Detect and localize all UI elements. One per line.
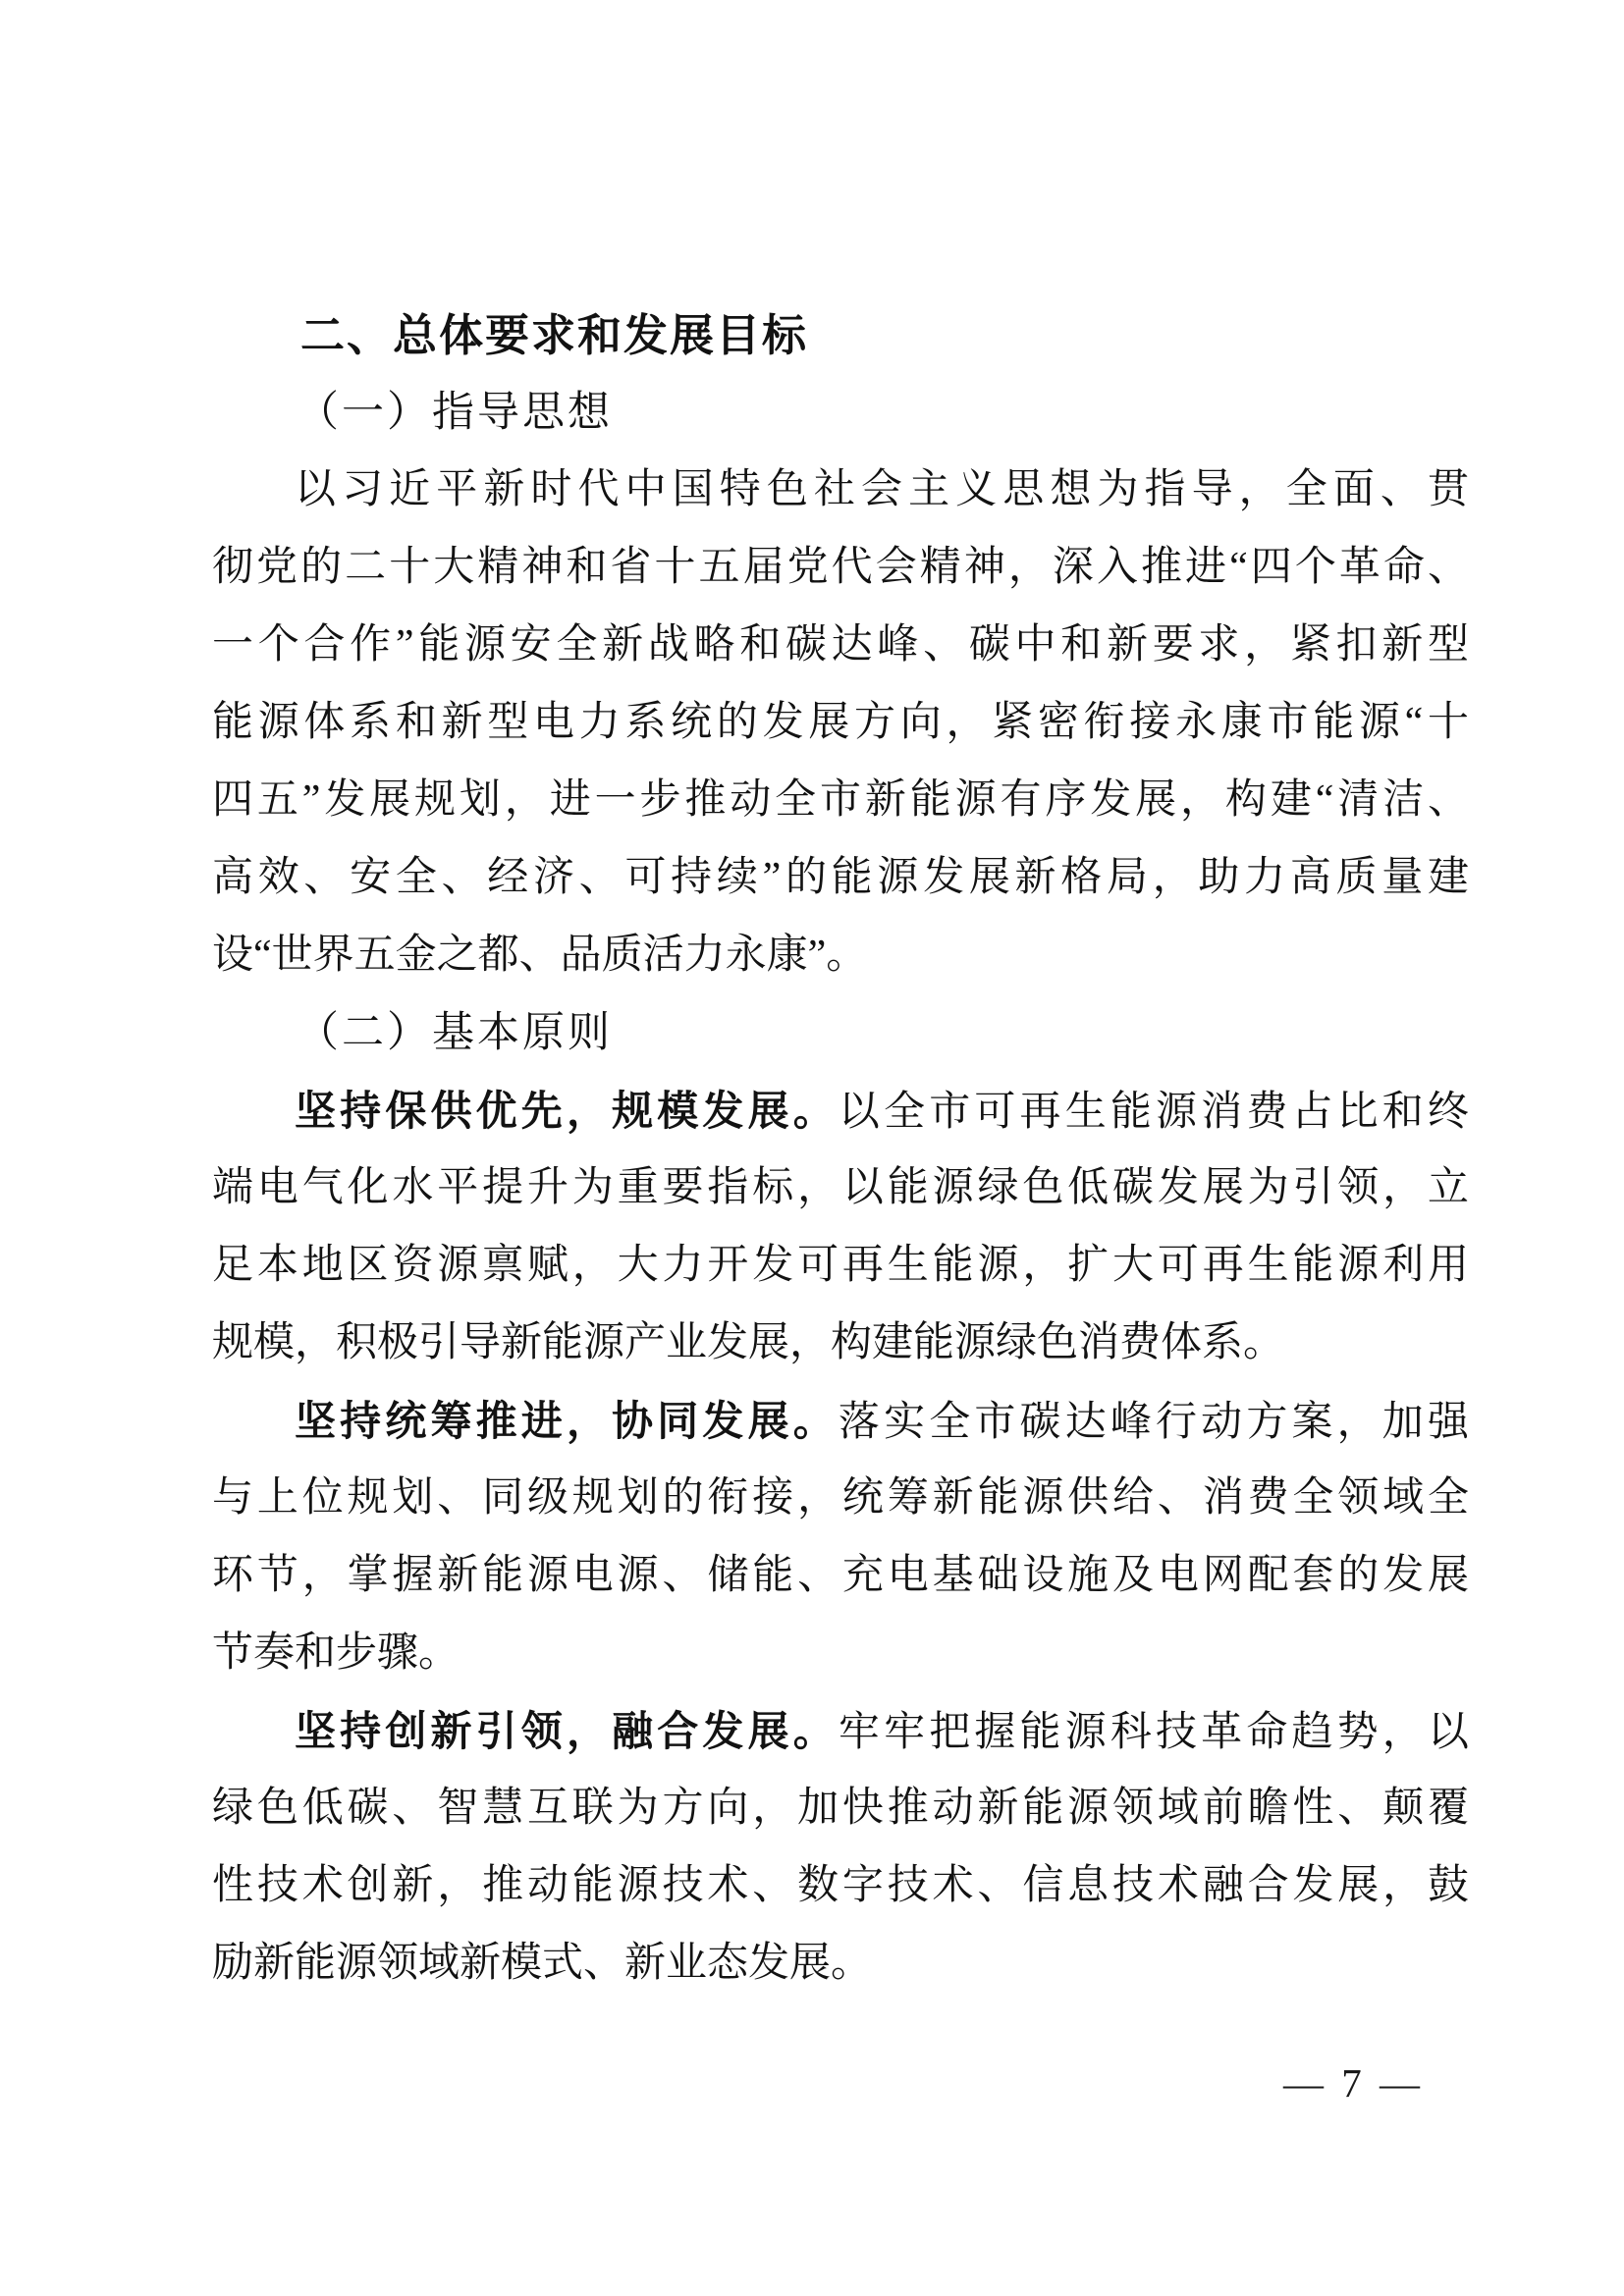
paragraph-line: 设“世界五金之都、品质活力永康”。: [212, 933, 868, 978]
paragraph-line: 一个合作”能源安全新战略和碳达峰、碳中和新要求，紧扣新型: [212, 622, 1469, 667]
subsection-heading-guiding-ideology: （一）指导思想: [297, 390, 613, 436]
paragraph-line: 彻党的二十大精神和省十五届党代会精神，深入推进“四个革命、: [212, 545, 1469, 590]
paragraph-line: 端电气化水平提升为重要指标，以能源绿色低碳发展为引领，立: [212, 1165, 1469, 1210]
page-number: — 7 —: [1283, 2060, 1424, 2106]
paragraph-line: 环节，掌握新能源电源、储能、充电基础设施及电网配套的发展: [212, 1553, 1469, 1598]
paragraph-line: [212, 1382, 1469, 1460]
paragraph-line: [212, 1692, 1469, 1770]
principle-lead-innovation: 坚持创新引领，融合发展。: [295, 1708, 839, 1754]
paragraph-line: 节奏和步骤。: [212, 1630, 460, 1676]
paragraph-line: 足本地区资源禀赋，大力开发可再生能源，扩大可再生能源利用: [212, 1243, 1469, 1288]
paragraph-text: 牢牢把握能源科技革命趋势，以: [838, 1710, 1469, 1755]
paragraph-line: [212, 1072, 1469, 1149]
document-content: [212, 296, 1469, 2002]
section-heading: 二、总体要求和发展目标: [300, 310, 809, 360]
principle-lead-coordinated-advance: 坚持统筹推进，协同发展。: [295, 1398, 839, 1444]
subsection-heading-basic-principles: （二）基本原则: [297, 1010, 613, 1056]
paragraph-text: 落实全市碳达峰行动方案，加强: [838, 1400, 1469, 1445]
paragraph-text: 以全市可再生能源消费占比和终: [838, 1090, 1469, 1135]
paragraph-line: 与上位规划、同级规划的衔接，统筹新能源供给、消费全领域全: [212, 1475, 1469, 1521]
principle-lead-supply-first: 坚持保供优先，规模发展。: [295, 1088, 839, 1134]
paragraph-line: 能源体系和新型电力系统的发展方向，紧密衔接永康市能源“十: [212, 700, 1469, 745]
paragraph-line: 规模，积极引导新能源产业发展，构建能源绿色消费体系。: [212, 1320, 1285, 1365]
paragraph-line: 以习近平新时代中国特色社会主义思想为指导，全面、贯: [295, 467, 1469, 512]
paragraph-line: 励新能源领域新模式、新业态发展。: [212, 1941, 873, 1986]
paragraph-line: 绿色低碳、智慧互联为方向，加快推动新能源领域前瞻性、颠覆: [212, 1786, 1469, 1831]
paragraph-line: 高效、安全、经济、可持续”的能源发展新格局，助力高质量建: [212, 855, 1469, 900]
paragraph-line: 性技术创新，推动能源技术、数字技术、信息技术融合发展，鼓: [212, 1863, 1469, 1908]
paragraph-line: 四五”发展规划，进一步推动全市新能源有序发展，构建“清洁、: [212, 777, 1469, 823]
